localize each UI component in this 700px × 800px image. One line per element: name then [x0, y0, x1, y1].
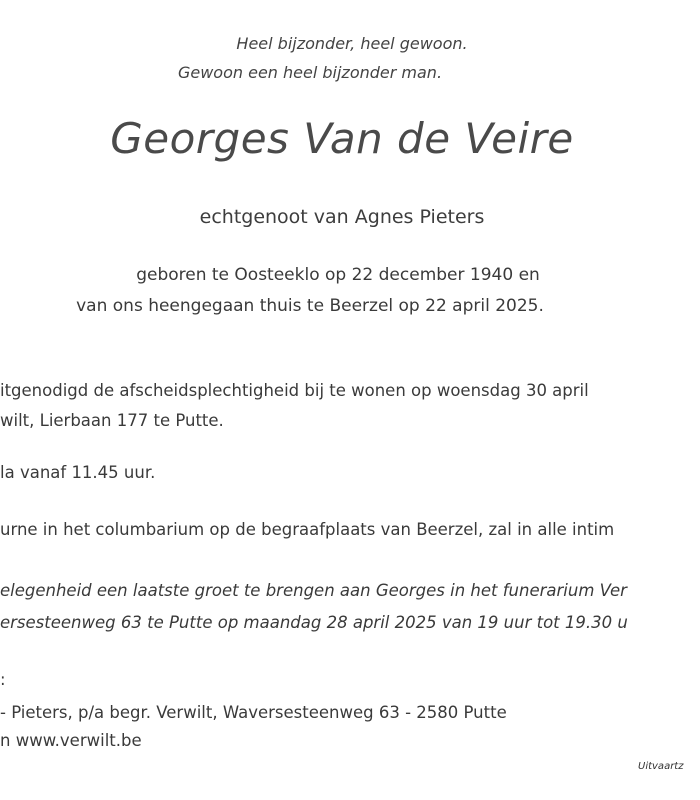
spouse-line: echtgenoot van Agnes Pieters	[199, 206, 485, 228]
death-line: van ons heengegaan thuis te Beerzel op 22 april 2025.	[76, 296, 544, 316]
birth-line: geboren te Oosteeklo op 22 december 1940 en	[136, 265, 540, 285]
urn-line: urne in het columbarium op de begraafplaats van Beerzel, zal in alle intim	[0, 520, 615, 539]
website-line: n www.verwilt.be	[0, 731, 142, 750]
fragment-line: :	[0, 670, 6, 689]
farewell-line-2: ersesteenweg 63 te Putte op maandag 28 april 2025 van 19 uur tot 19.30 u	[0, 613, 628, 632]
address-line: - Pieters, p/a begr. Verwilt, Waversesteenweg 63 - 2580 Putte	[0, 703, 507, 722]
gathering-line: la vanaf 11.45 uur.	[0, 463, 156, 482]
deceased-name: Georges Van de Veire	[110, 114, 574, 163]
funeral-home-credit: Uitvaartz	[638, 761, 684, 772]
invitation-line-2: wilt, Lierbaan 177 te Putte.	[0, 411, 224, 430]
farewell-line-1: elegenheid een laatste groet te brengen aan Georges in het funerarium Ver	[0, 581, 627, 600]
motto-line-1: Heel bijzonder, heel gewoon.	[236, 34, 468, 53]
invitation-line-1: itgenodigd de afscheidsplechtigheid bij te wonen op woensdag 30 april	[0, 381, 589, 400]
motto-line-2: Gewoon een heel bijzonder man.	[177, 63, 443, 82]
